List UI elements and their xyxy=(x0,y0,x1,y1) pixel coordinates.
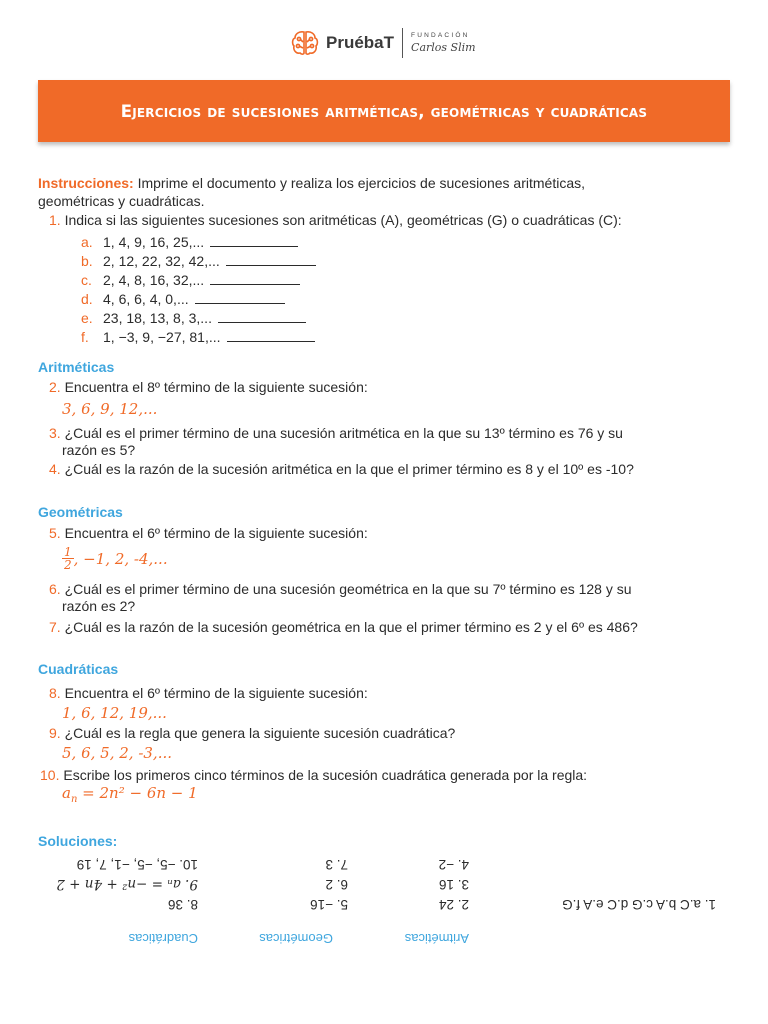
sequence-rest: , −1, 2, -4,... xyxy=(73,549,168,568)
item-letter: e. xyxy=(81,310,93,326)
question-5 xyxy=(49,524,368,542)
question-5-number: 5. xyxy=(49,525,61,541)
question-9 xyxy=(49,724,455,742)
question-6-line2: razón es 2? xyxy=(62,598,136,614)
question-1 xyxy=(49,211,622,229)
solutions-heading-cuadraticas: Cuadráticas xyxy=(128,931,198,946)
instructions-line2: geométricas y cuadráticas. xyxy=(38,193,205,209)
fraction-numerator: 1 xyxy=(64,545,72,559)
question-5-text: Encuentra el 6º término de la siguiente sucesión: xyxy=(64,525,368,541)
question-10-text: Escribe los primeros cinco términos de la sucesión cuadrática generada por la regla: xyxy=(63,767,588,783)
solution-3: 3. 16 xyxy=(438,877,469,892)
answer-line xyxy=(210,246,298,247)
question-3-line2: razón es 5? xyxy=(62,442,136,458)
question-6-text: ¿Cuál es el primer término de una sucesión geométrica en la que su 7º término es 128 y su xyxy=(64,581,632,597)
item-sequence: 1, 4, 9, 16, 25,... xyxy=(103,234,205,250)
rule-a: a xyxy=(62,784,71,802)
question-8-number: 8. xyxy=(49,685,61,701)
item-letter: d. xyxy=(81,291,93,307)
question-4-number: 4. xyxy=(49,461,61,477)
solution-10: 10. −5, −5, −1, 7, 19 xyxy=(76,857,198,872)
instructions-line1 xyxy=(38,174,585,192)
fraction xyxy=(62,546,74,571)
item-letter: b. xyxy=(81,253,93,269)
title-banner xyxy=(38,80,730,142)
answer-line xyxy=(195,303,285,304)
q1-item-d xyxy=(81,290,285,308)
item-letter: c. xyxy=(81,272,92,288)
rule-rest: = 2n² − 6n − 1 xyxy=(77,784,198,802)
brain-icon xyxy=(290,28,320,58)
question-5-sequence xyxy=(62,546,168,571)
question-2 xyxy=(49,378,368,396)
fraction-denominator: 2 xyxy=(64,558,72,572)
solutions-heading-aritmeticas: Aritméticas xyxy=(404,931,469,946)
question-6-number: 6. xyxy=(49,581,61,597)
question-6 xyxy=(49,580,632,598)
question-7-number: 7. xyxy=(49,619,61,635)
question-8 xyxy=(49,684,368,702)
answer-line xyxy=(218,322,306,323)
question-2-sequence: 3, 6, 9, 12,... xyxy=(62,400,158,418)
question-3 xyxy=(49,424,623,442)
q1-item-b xyxy=(81,252,316,270)
solution-9: 9. aₙ = −n² + 4n + 2 xyxy=(56,876,198,892)
item-letter: f. xyxy=(81,329,89,345)
section-aritmeticas: Aritméticas xyxy=(38,359,115,375)
solution-1: 1. a.C b.A c.G d.C e.A f.G xyxy=(562,897,716,912)
instructions-text-1: Imprime el documento y realiza los ejercicios de sucesiones aritméticas, xyxy=(137,175,585,191)
q1-item-f xyxy=(81,328,315,346)
question-7 xyxy=(49,618,638,636)
fundacion-name: Carlos Slim xyxy=(411,40,476,54)
question-1-number: 1. xyxy=(49,212,61,228)
q1-item-e xyxy=(81,309,306,327)
question-2-number: 2. xyxy=(49,379,61,395)
solutions-upside-down xyxy=(0,850,768,960)
item-letter: a. xyxy=(81,234,93,250)
question-10 xyxy=(40,766,587,784)
item-sequence: 2, 12, 22, 32, 42,... xyxy=(103,253,220,269)
instructions-label: Instrucciones: xyxy=(38,175,134,191)
section-cuadraticas: Cuadráticas xyxy=(38,661,119,677)
solution-6: 6. 2 xyxy=(325,877,348,892)
q1-item-a xyxy=(81,233,298,251)
brand-name: PruébaT xyxy=(326,33,395,52)
question-10-rule xyxy=(62,784,198,805)
solutions-heading-geometricas: Geométricas xyxy=(259,931,333,946)
question-2-text: Encuentra el 8º término de la siguiente sucesión: xyxy=(64,379,368,395)
solution-5: 5. −16 xyxy=(310,897,348,912)
question-9-sequence: 5, 6, 5, 2, -3,... xyxy=(62,744,173,762)
item-sequence: 23, 18, 13, 8, 3,... xyxy=(103,310,212,326)
question-10-number: 10. xyxy=(40,767,60,783)
question-9-text: ¿Cuál es la regla que genera la siguiente sucesión cuadrática? xyxy=(64,725,456,741)
question-9-number: 9. xyxy=(49,725,61,741)
question-4-text: ¿Cuál es la razón de la sucesión aritmética en la que el primer término es 8 y el 10º es -10? xyxy=(64,461,634,477)
solution-8: 8. 36 xyxy=(167,897,198,912)
logo-divider xyxy=(402,28,403,58)
brand-logo xyxy=(290,26,476,60)
question-4 xyxy=(49,460,634,478)
item-sequence: 1, −3, 9, −27, 81,... xyxy=(103,329,221,345)
fundacion-label: FUNDACIÓN xyxy=(411,32,470,40)
solutions-label: Soluciones: xyxy=(38,833,118,849)
item-sequence: 4, 6, 6, 4, 0,... xyxy=(103,291,189,307)
page-title: Ejercicios de sucesiones aritméticas, geométricas y cuadráticas xyxy=(120,101,648,121)
question-8-sequence: 1, 6, 12, 19,... xyxy=(62,704,167,722)
rule-subscript: n xyxy=(70,794,78,805)
q1-item-c xyxy=(81,271,300,289)
answer-line xyxy=(227,341,315,342)
question-1-text: Indica si las siguientes sucesiones son aritméticas (A), geométricas (G) o cuadráticas (C): xyxy=(64,212,622,228)
solution-2: 2. 24 xyxy=(438,897,469,912)
section-geometricas: Geométricas xyxy=(38,504,123,520)
question-3-number: 3. xyxy=(49,425,61,441)
item-sequence: 2, 4, 8, 16, 32,... xyxy=(103,272,205,288)
question-3-text: ¿Cuál es el primer término de una sucesión aritmética en la que su 13º término es 76 y su xyxy=(64,425,623,441)
solution-4: 4. −2 xyxy=(438,857,469,872)
answer-line xyxy=(226,265,316,266)
fundacion-mark xyxy=(411,33,476,53)
answer-line xyxy=(210,284,300,285)
solution-7: 7. 3 xyxy=(325,857,348,872)
question-8-text: Encuentra el 6º término de la siguiente sucesión: xyxy=(64,685,368,701)
question-7-text: ¿Cuál es la razón de la sucesión geométrica en la que el primer término es 2 y el 6º es 486? xyxy=(64,619,638,635)
